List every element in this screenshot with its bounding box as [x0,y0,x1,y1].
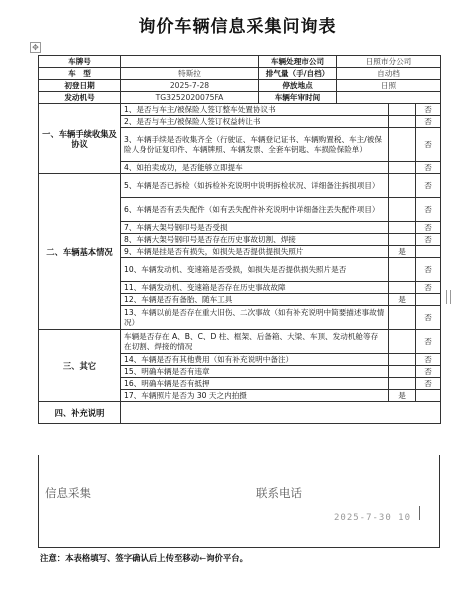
answer-yes-cell[interactable]: 是 [389,390,416,402]
answer-no-cell[interactable]: 否 [416,128,441,162]
question-row [39,174,441,198]
reg-date-label: 初登日期 [39,80,121,92]
answer-no-cell[interactable]: 否 [416,162,441,174]
date-stamp: 2025-7-30 10 [334,513,412,523]
answer-yes-cell[interactable] [389,174,416,198]
signature-area [38,455,440,548]
plate-label: 车牌号 [39,56,121,68]
inquiry-form-table [38,55,441,424]
answer-no-cell[interactable] [416,390,441,402]
answer-yes-cell[interactable] [389,222,416,234]
answer-yes-cell[interactable] [389,378,416,390]
model-value[interactable]: 特斯拉 [121,68,259,80]
answer-no-cell[interactable]: 否 [416,104,441,116]
engine-value[interactable]: TG3252020075FA [121,92,259,104]
footer-note [40,552,248,564]
question-row [39,330,441,354]
supplement-label: 四、补充说明 [39,402,121,424]
question-text: 10、车辆发动机、变速箱是否受损，如损失是否提供损失照片是否 [121,258,389,282]
answer-no-cell[interactable]: 否 [416,378,441,390]
answer-yes-cell[interactable] [389,366,416,378]
answer-no-cell[interactable] [416,294,441,306]
question-text: 16、明确车辆是否有抵押 [121,378,389,390]
phone-label: 联系电话 [256,486,302,500]
displacement-value[interactable]: 自动档 [337,68,441,80]
plate-value[interactable] [121,56,259,68]
reg-date-value[interactable]: 2025-7-28 [121,80,259,92]
question-text: 4、如拍卖成功，是否能够立即提车 [121,162,389,174]
answer-yes-cell[interactable] [389,128,416,162]
answer-yes-cell[interactable] [389,162,416,174]
answer-yes-cell[interactable] [389,354,416,366]
question-text: 8、车辆大架号钢印号是否存在历史事故切割、焊接 [121,234,389,246]
location-value[interactable]: 日照 [337,80,441,92]
section-title: 二、车辆基本情况 [39,174,121,330]
answer-yes-cell[interactable]: 是 [389,246,416,258]
answer-no-cell[interactable] [416,246,441,258]
section-title: 三、其它 [39,330,121,402]
answer-no-cell[interactable]: 否 [416,366,441,378]
answer-no-cell[interactable]: 否 [416,174,441,198]
footer-note-before: 注意：本表格填写、签字确认后上传至移动 [40,553,200,563]
question-text: 9、车辆是挂是否有损失，如损失是否提供提损失照片 [121,246,389,258]
engine-label: 发动机号 [39,92,121,104]
answer-yes-cell[interactable] [389,104,416,116]
question-text: 2、是否与车主/被保险人签订权益转让书 [121,116,389,128]
page-title: 询价车辆信息采集问询表 [138,17,337,37]
answer-yes-cell[interactable] [389,306,416,330]
answer-no-cell[interactable]: 否 [416,116,441,128]
displacement-label: 排气量（手/自档） [259,68,337,80]
question-text: 7、车辆大架号钢印号是否受损 [121,222,389,234]
year-label: 车辆年审时间 [259,92,337,104]
question-text: 车辆是否存在 A、B、C、D 柱、框架、后备箱、大梁、车顶、发动机舱等存在切割、焊接的情况 [121,330,389,354]
question-text: 6、车辆是否有丢失配件（如有丢失配件补充说明中详细备注丢失配件项目） [121,198,389,222]
company-label: 车辆处理市公司 [259,56,337,68]
text-cursor [419,506,424,520]
question-text: 1、是否与车主/被保险人签订整车处置协议书 [121,104,389,116]
answer-yes-cell[interactable] [389,282,416,294]
answer-no-cell[interactable]: 否 [416,222,441,234]
footer-note-after: 询价平台。 [206,553,249,563]
answer-yes-cell[interactable] [389,198,416,222]
answer-no-cell[interactable]: 否 [416,330,441,354]
answer-no-cell[interactable]: 否 [416,234,441,246]
question-text: 3、车辆手续是否收集齐全（行驶证、车辆登记证书、车辆购置税、车主/被保险人身份证复印件、车辆牌照、车辆发票、全套车钥匙、车损险保险单） [121,128,389,162]
answer-no-cell[interactable]: 否 [416,282,441,294]
model-label: 车 型 [39,68,121,80]
question-text: 13、车辆以前是否存在重大旧伤、二次事故（如有补充说明中简要描述事故情况） [121,306,389,330]
section-title: 一、车辆手续收集及协议 [39,104,121,174]
collector-label: 信息采集 [45,486,91,500]
company-value[interactable]: 日照市分公司 [337,56,441,68]
answer-yes-cell[interactable]: 是 [389,294,416,306]
arrow-icon: ← [199,553,207,563]
supplement-row [39,402,441,424]
answer-yes-cell[interactable] [389,258,416,282]
answer-yes-cell[interactable] [389,116,416,128]
answer-no-cell[interactable]: 否 [416,198,441,222]
answer-no-cell[interactable]: 否 [416,354,441,366]
supplement-input[interactable] [121,402,441,424]
year-value[interactable] [337,92,441,104]
answer-no-cell[interactable]: 否 [416,258,441,282]
question-text: 14、车辆是否有其他费用（如有补充说明中备注） [121,354,389,366]
answer-yes-cell[interactable] [389,330,416,354]
table-move-handle-icon[interactable]: ✥ [30,42,41,53]
question-text: 5、车辆是否已拆检（如拆检补充说明中说明拆检状况、详细备注拆损项目） [121,174,389,198]
question-text: 11、车辆发动机、变速箱是否存在历史事故故障 [121,282,389,294]
question-text: 17、车辆照片是否为 30 天之内拍摄 [121,390,389,402]
location-label: 停放地点 [259,80,337,92]
table-resize-handle[interactable] [446,290,451,304]
answer-no-cell[interactable]: 否 [416,306,441,330]
question-text: 15、明确车辆是否有违章 [121,366,389,378]
question-row [39,104,441,116]
answer-yes-cell[interactable] [389,234,416,246]
question-text: 12、车辆是否有备胎、随车工具 [121,294,389,306]
